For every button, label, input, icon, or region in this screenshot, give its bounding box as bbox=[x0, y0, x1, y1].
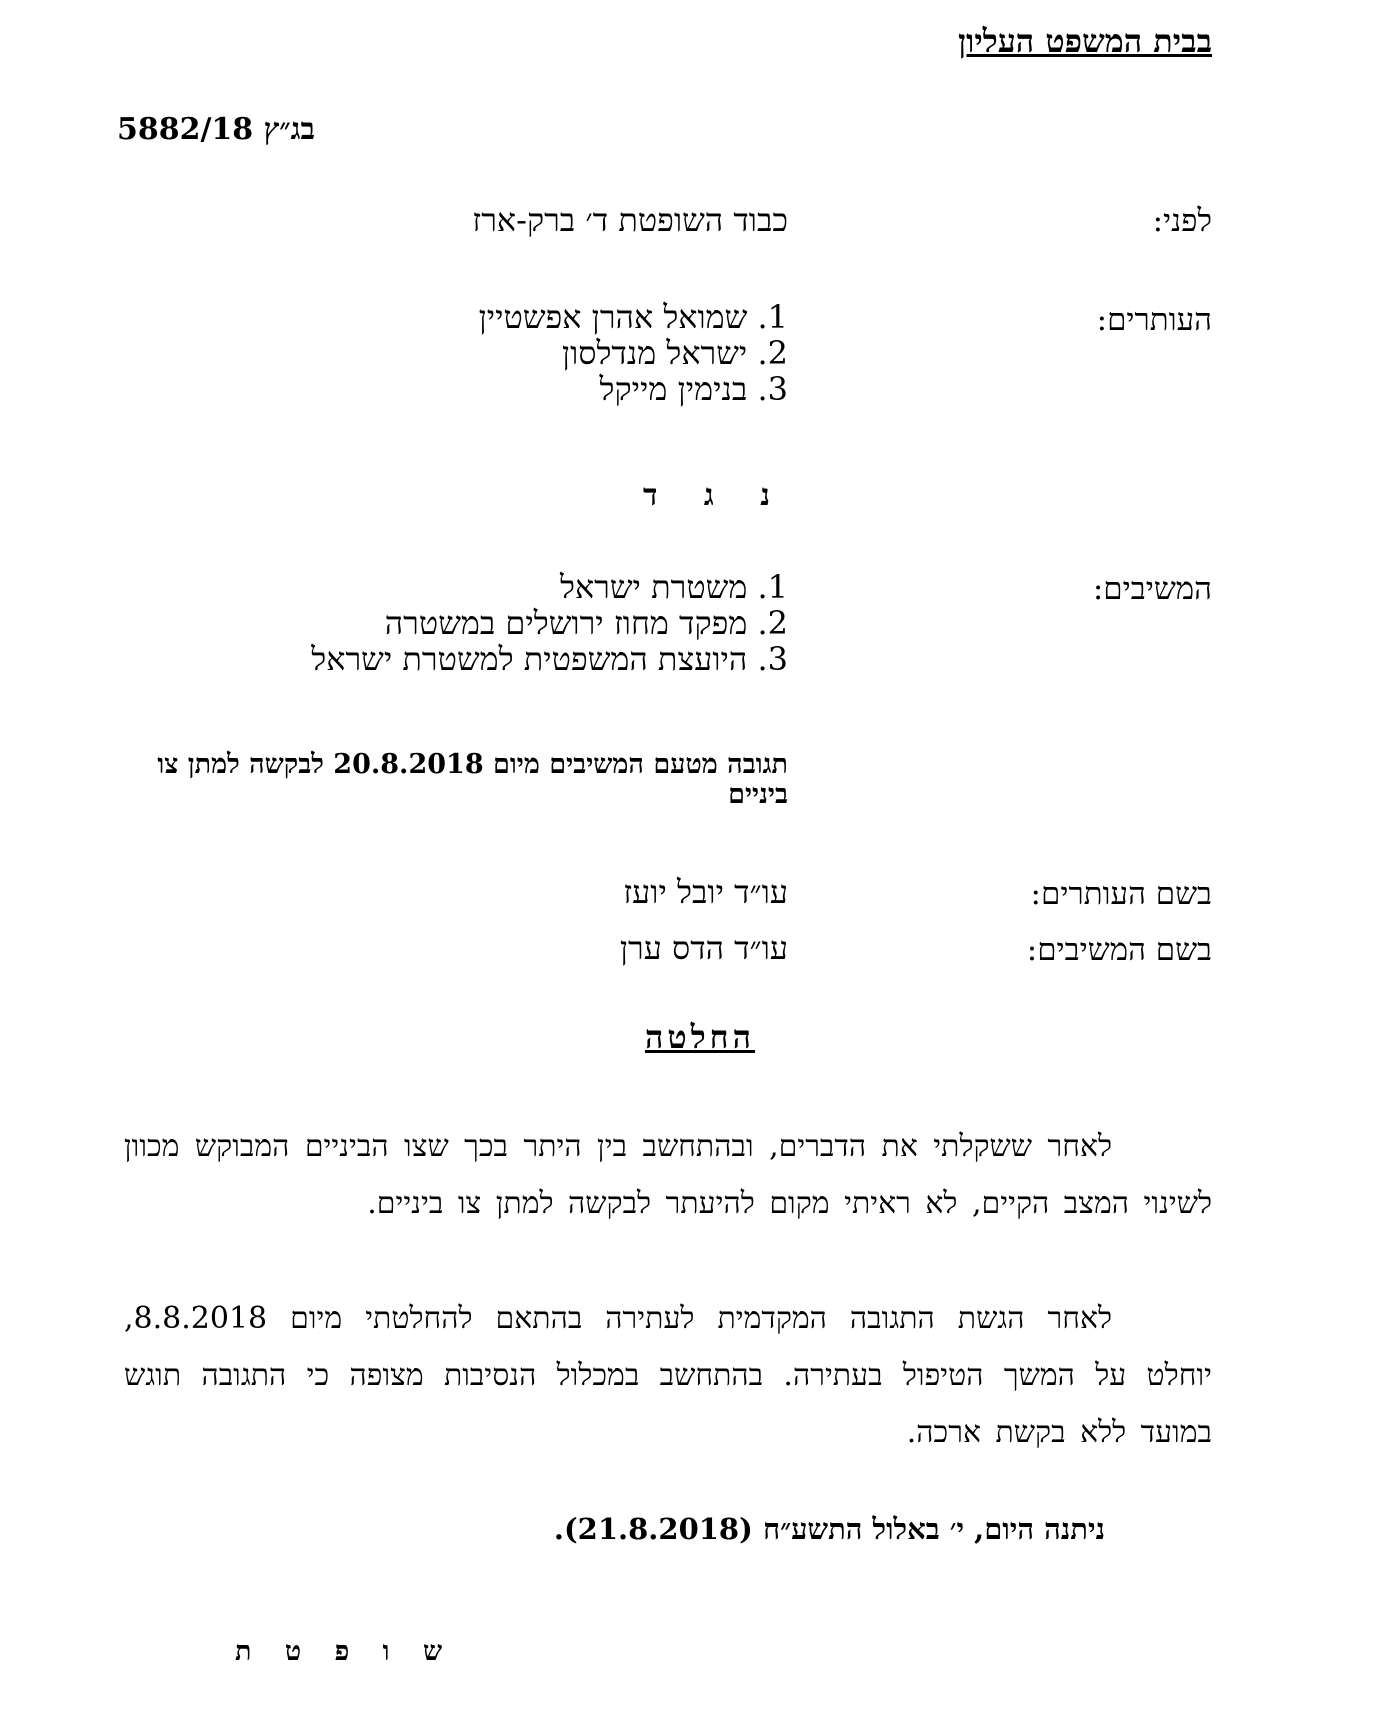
court-name: בבית המשפט העליון bbox=[957, 22, 1212, 60]
respondent-item: 2. מפקד מחוז ירושלים במשטרה bbox=[384, 604, 788, 642]
petitioner-item: 2. ישראל מנדלסון bbox=[561, 334, 788, 372]
petitioner-item: 3. בנימין מייקל bbox=[599, 370, 788, 408]
petitioner-item: 1. שמואל אהרן אפשטיין bbox=[478, 298, 788, 336]
decision-title: החלטה bbox=[644, 1018, 756, 1056]
counsel-petitioners-name: עו״ד יובל יועז bbox=[623, 873, 788, 911]
respondent-item: 3. היועצת המשפטית למשטרת ישראל bbox=[311, 640, 788, 678]
judge-name: כבוד השופטת ד׳ ברק-ארז bbox=[472, 201, 788, 239]
respondents-label: המשיבים: bbox=[1092, 571, 1212, 607]
case-number: בג״ץ 5882/18 bbox=[116, 112, 315, 147]
decision-paragraph: לאחר הגשת התגובה המקדמית לעתירה בהתאם להחלטתי מיום 8.8.2018, יוחלט על המשך הטיפול בעתירה. בהתחשב במכלול הנסיבות מצופה כי התגובה תוגש במועד ללא בקשת ארכה. bbox=[124, 1301, 1212, 1450]
counsel-petitioners-label: בשם העותרים: bbox=[1030, 876, 1212, 912]
judge-signature: ש ו פ ט ת bbox=[235, 1636, 455, 1667]
decision-paragraph: לאחר ששקלתי את הדברים, ובהתחשב בין היתר בכך שצו הביניים המבוקש מכוון לשינוי המצב הקיים, לא ראיתי מקום להיעתר לבקשה למתן צו ביניים. bbox=[124, 1129, 1212, 1221]
before-label: לפני: bbox=[1152, 203, 1212, 239]
subject-line: תגובה מטעם המשיבים מיום 20.8.2018 לבקשה למתן צו ביניים bbox=[157, 749, 788, 810]
respondent-item: 1. משטרת ישראל bbox=[560, 568, 788, 606]
petitioners-label: העותרים: bbox=[1096, 302, 1212, 338]
given-date-line: ניתנה היום, י׳ באלול התשע״ח (21.8.2018). bbox=[553, 1512, 1105, 1546]
respondents-list bbox=[311, 569, 788, 677]
versus-label: נ ג ד bbox=[643, 478, 788, 513]
counsel-respondents-name: עו״ד הדס ערן bbox=[619, 929, 788, 967]
petitioners-list bbox=[479, 299, 788, 407]
counsel-respondents-label: בשם המשיבים: bbox=[1026, 932, 1212, 968]
